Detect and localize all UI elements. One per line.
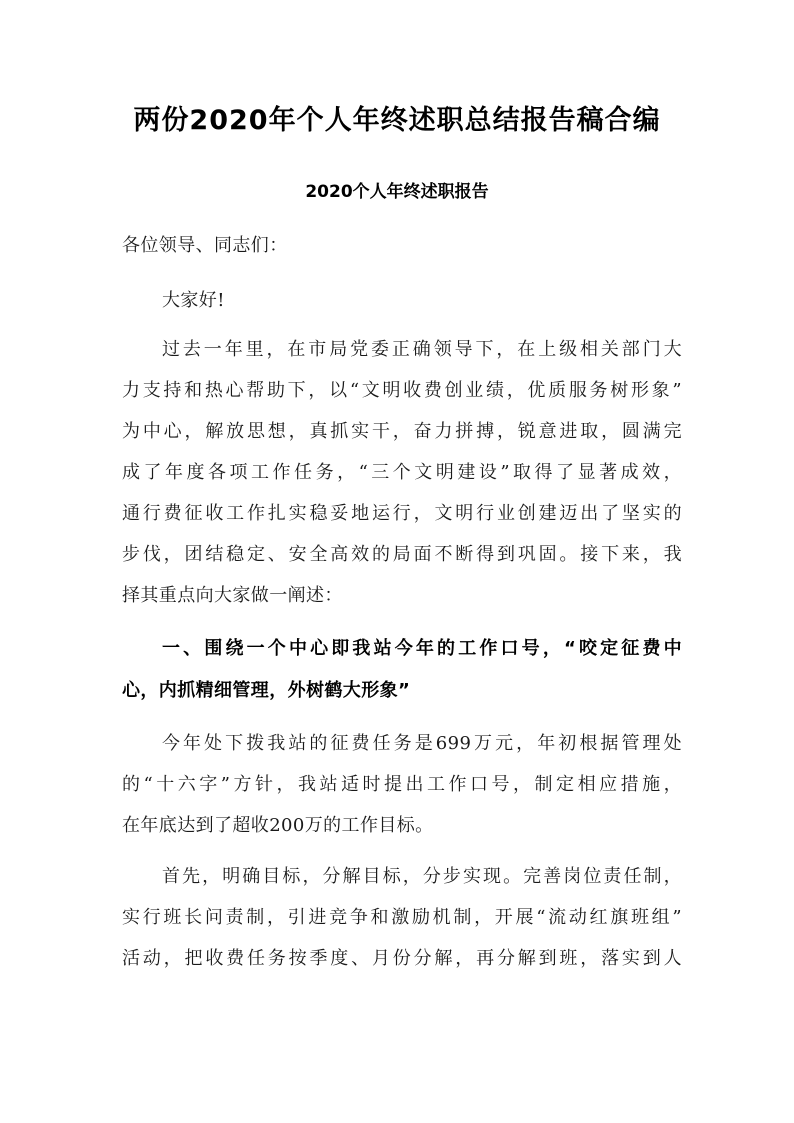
greeting: 大家好! [162,290,225,311]
paragraph-line: 力支持和热心帮助下，以“文明收费创业绩，优质服务树形象” [122,380,682,401]
paragraph-line: 的“十六字”方针，我站适时提出工作口号，制定相应措施， [122,774,682,795]
paragraph-line: 为中心，解放思想，真抓实干，奋力拼搏，锐意进取，圆满完 [122,421,682,442]
paragraph-line: 首先，明确目标，分解目标，分步实现。完善岗位责任制， [162,866,682,887]
section-heading: 心，内抓精细管理，外树鹤大形象” [122,680,411,701]
paragraph-line: 在年底达到了超收200万的工作目标。 [122,815,434,836]
paragraph-line: 择其重点向大家做一阐述： [122,585,343,606]
salutation: 各位领导、同志们： [122,235,288,256]
paragraph-line: 实行班长问责制，引进竞争和激励机制，开展“流动红旗班组” [122,907,682,928]
paragraph-line: 过去一年里，在市局党委正确领导下，在上级相关部门大 [162,339,682,360]
section-heading: 一、围绕一个中心即我站今年的工作口号，“咬定征费中 [162,638,682,659]
document-subtitle: 2020个人年终述职报告 [305,182,489,202]
paragraph-line: 通行费征收工作扎实稳妥地运行，文明行业创建迈出了坚实的 [122,503,682,524]
document-title: 两份2020年个人年终述职总结报告稿合编 [133,105,661,136]
paragraph-line: 活动，把收费任务按季度、月份分解，再分解到班，落实到人 [122,948,682,969]
paragraph-line: 步伐，团结稳定、安全高效的局面不断得到巩固。接下来，我 [122,544,682,565]
paragraph-line: 今年处下拨我站的征费任务是699万元，年初根据管理处 [162,733,682,754]
paragraph-line: 成了年度各项工作任务，“三个文明建设”取得了显著成效， [122,462,682,483]
